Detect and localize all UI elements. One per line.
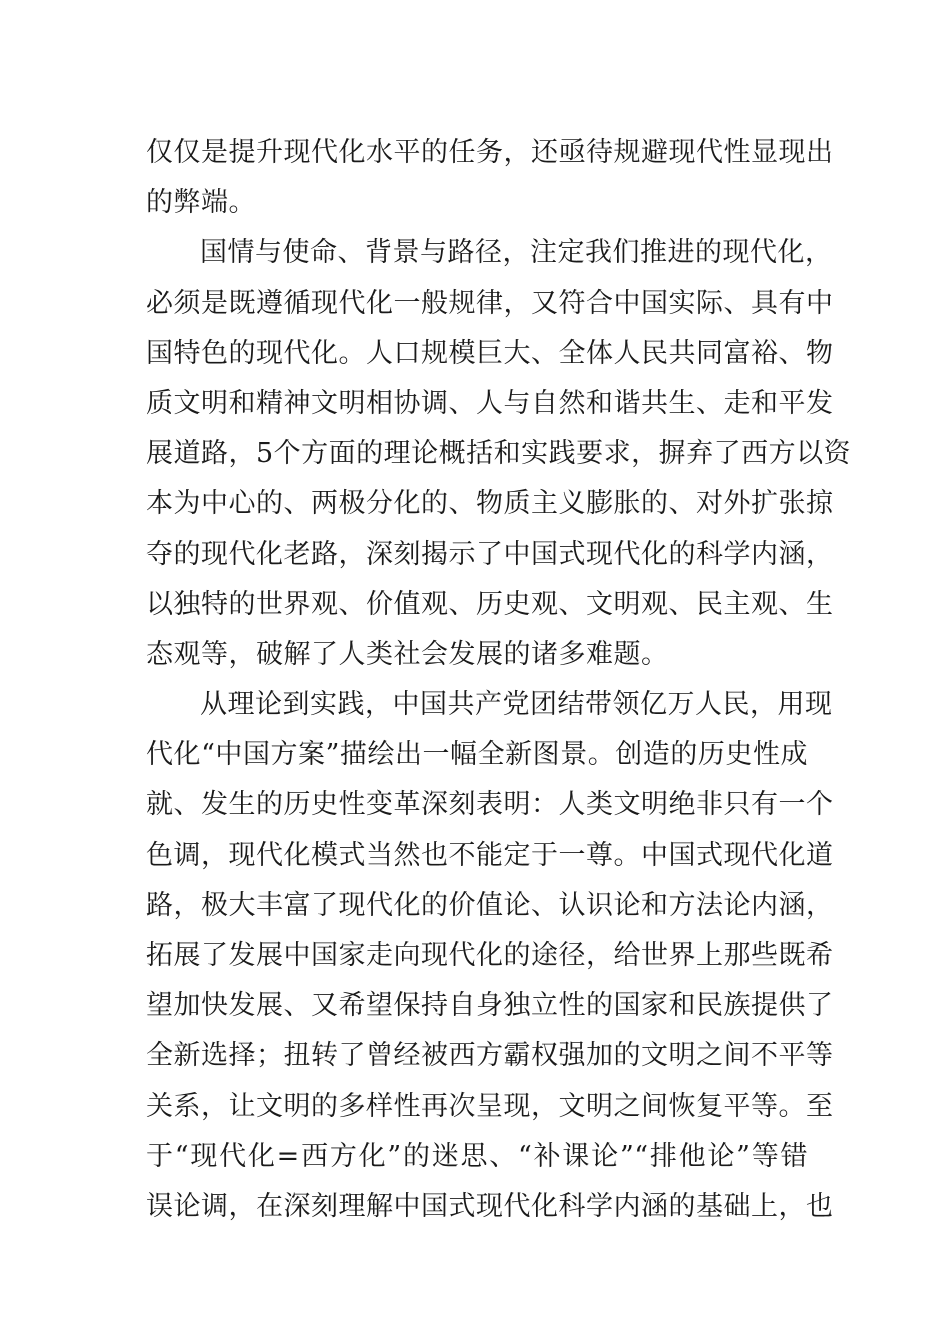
text-line: 全新选择；扭转了曾经被西方霸权强加的文明之间不平等	[146, 1040, 834, 1072]
text-line: 误论调，在深刻理解中国式现代化科学内涵的基础上，也	[146, 1190, 834, 1222]
text-line: 从理论到实践，中国共产党团结带领亿万人民，用现	[200, 689, 833, 721]
text-line: 路，极大丰富了现代化的价值论、认识论和方法论内涵，	[146, 889, 834, 921]
text-line: 必须是既遵循现代化一般规律，又符合中国实际、具有中	[146, 287, 834, 319]
text-line: 望加快发展、又希望保持自身独立性的国家和民族提供了	[146, 990, 834, 1022]
text-line: 国特色的现代化。人口规模巨大、全体人民共同富裕、物	[146, 337, 834, 369]
text-line: 展道路，5个方面的理论概括和实践要求，摒弃了西方以资	[146, 438, 852, 470]
text-line: 色调，现代化模式当然也不能定于一尊。中国式现代化道	[146, 839, 834, 871]
text-line: 关系，让文明的多样性再次呈现，文明之间恢复平等。至	[146, 1090, 834, 1122]
text-line: 本为中心的、两极分化的、物质主义膨胀的、对外扩张掠	[146, 488, 834, 520]
text-line: 态观等，破解了人类社会发展的诸多难题。	[146, 638, 669, 670]
text-line: 的弊端。	[146, 187, 256, 219]
text-line: 于“现代化=西方化”的迷思、“补课论”“排他论”等错	[146, 1140, 808, 1172]
text-line: 拓展了发展中国家走向现代化的途径，给世界上那些既希	[146, 940, 834, 971]
text-line: 夺的现代化老路，深刻揭示了中国式现代化的科学内涵，	[146, 538, 834, 570]
text-line: 国情与使命、背景与路径，注定我们推进的现代化，	[200, 237, 833, 269]
text-line: 质文明和精神文明相协调、人与自然和谐共生、走和平发	[146, 387, 834, 419]
text-line: 代化“中国方案”描绘出一幅全新图景。创造的历史性成	[146, 739, 808, 771]
text-line: 以独特的世界观、价值观、历史观、文明观、民主观、生	[146, 588, 834, 620]
text-line: 仅仅是提升现代化水平的任务，还亟待规避现代性显现出	[146, 137, 834, 168]
text-line: 就、发生的历史性变革深刻表明：人类文明绝非只有一个	[146, 789, 834, 821]
article-body	[146, 128, 852, 1232]
